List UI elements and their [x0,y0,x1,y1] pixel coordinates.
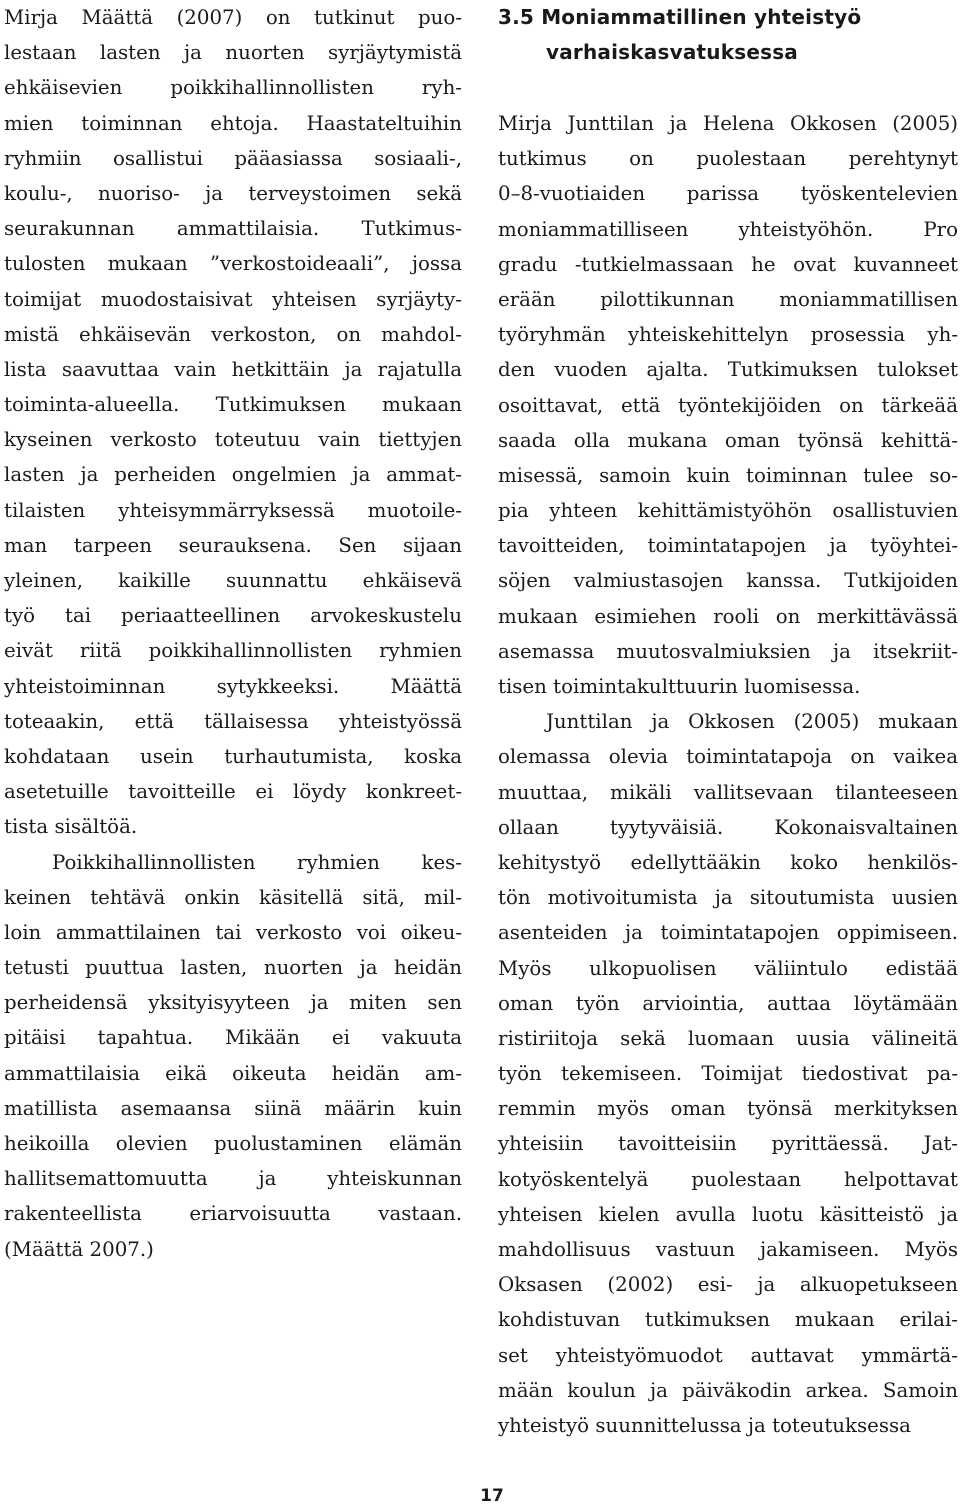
paragraph [498,704,958,1443]
text-line: yhteisen kielen avulla luotu käsitteistö ja [498,1202,958,1226]
text-line: tutkimus on puolestaan perehtynyt [498,147,958,171]
text-line: ryhmiin osallistui pääasiassa sosiaali-, [4,146,462,170]
text-line: muuttaa, mikäli vallitsevaan tilanteeseen [498,780,958,804]
text-line: tilaisten yhteisymmärryksessä muotoile- [4,498,462,522]
text-line: gradu -tutkielmassaan he ovat kuvanneet [498,252,958,276]
text-line: tisen toimintakulttuurin luomisessa. [498,675,861,698]
text-line: toteaakin, että tällaisessa yhteistyössä [4,709,462,733]
text-line: tön motivoitumista ja sitoutumista uusien [498,886,958,910]
text-line: pitäisi tapahtua. Mikään ei vakuuta [4,1026,462,1050]
left-column [4,0,462,1267]
text-line: olemassa olevia toimintatapoja on vaikea [498,745,958,769]
text-line: toiminta-alueella. Tutkimuksen mukaan [4,393,462,417]
text-line: Mirja Junttilan ja Helena Okkosen (2005) [498,112,958,135]
text-line: mistä ehkäisevän verkoston, on mahdol- [4,322,462,346]
text-line: lista saavuttaa vain hetkittäin ja rajatulla [4,357,462,381]
text-line: työn tekemiseen. Toimijat tiedostivat pa- [498,1062,958,1086]
text-line: mahdollisuus vastuun jakamiseen. Myös [498,1238,958,1261]
section-heading-line-1: 3.5 Moniammatillinen yhteistyö [498,5,862,29]
text-line: keinen tehtävä onkin käsitellä sitä, mil- [4,885,462,909]
text-line: perheidensä yksityisyyteen ja miten sen [4,991,462,1015]
text-line: kehitystyö edellyttääkin koko henkilös- [498,850,958,874]
text-line: hallitsemattomuutta ja yhteiskunnan [4,1167,462,1191]
paragraph [4,845,462,1267]
text-line: matillista asemaansa siinä määrin kuin [4,1096,462,1120]
text-line: ammattilaisia eikä oikeuta heidän am- [4,1061,462,1085]
text-line: osoittavat, että työntekijöiden on tärkeää [498,393,958,417]
text-line: erään pilottikunnan moniammatillisen [498,287,958,311]
text-line: kohdataan usein turhautumista, koska [4,744,462,768]
text-line: loin ammattilainen tai verkosto voi oikeu- [4,920,462,944]
text-line: den vuoden ajalta. Tutkimuksen tulokset [498,358,958,382]
text-line: 0–8-vuotiaiden parissa työskentelevien [498,182,958,206]
text-line: moniammatilliseen yhteistyöhön. Pro [498,217,958,241]
text-line: man tarpeen seurauksena. Sen sijaan [4,533,462,557]
text-line: tista sisältöä. [4,815,138,839]
text-line: ollaan tyytyväisiä. Kokonaisvaltainen [498,815,958,839]
text-line: (Määttä 2007.) [4,1237,154,1261]
text-line: Myös ulkopuolisen väliintulo edistää [498,956,958,980]
text-line: pia yhteen kehittämistyöhön osallistuvien [498,499,958,523]
text-line: työ tai periaatteellinen arvokeskustelu [4,604,462,628]
text-line: Poikkihallinnollisten ryhmien kes- [52,850,462,874]
text-line: koulu-, nuoriso- ja terveystoimen sekä [4,181,462,205]
text-line: Oksasen (2002) esi- ja alkuopetukseen [498,1273,958,1297]
right-column-body [498,106,958,1443]
text-line: työryhmän yhteiskehittelyn prosessia yh- [498,323,958,347]
text-line: misessä, samoin kuin toiminnan tulee so- [498,463,958,487]
text-line: mään koulun ja päiväkodin arkea. Samoin [498,1378,958,1402]
text-line: oman työn arviointia, auttaa löytämään [498,991,958,1015]
text-line: mien toiminnan ehtoja. Haastateltuihin [4,111,462,135]
text-line: mukaan esimiehen rooli on merkittävässä [498,604,958,628]
text-line: söjen valmiustasojen kanssa. Tutkijoiden [498,569,958,593]
text-line: Mirja Määttä (2007) on tutkinut puo- [4,6,462,29]
text-line: yhteistoiminnan sytykkeeksi. Määttä [4,674,462,698]
text-line: lasten ja perheiden ongelmien ja ammat- [4,463,462,487]
section-heading-line-2: varhaiskasvatuksessa [546,40,798,64]
section-heading [498,0,958,70]
text-line: seurakunnan ammattilaisia. Tutkimus- [4,217,462,241]
text-line: kohdistuvan tutkimuksen mukaan erilai- [498,1308,958,1332]
text-line: set yhteistyömuodot auttavat ymmärtä- [498,1343,958,1367]
text-line: eivät riitä poikkihallinnollisten ryhmien [4,639,462,663]
text-line: yhteisiin tavoitteisiin pyrittäessä. Jat- [498,1132,958,1156]
right-column [498,0,958,1443]
text-line: ristiriitoja sekä luomaan uusia välineitä [498,1026,958,1050]
text-line: yhteistyö suunnittelussa ja toteutuksessa [498,1413,911,1437]
text-line: yleinen, kaikille suunnattu ehkäisevä [4,569,462,592]
text-line: heikoilla olevien puolustaminen elämän [4,1132,462,1155]
page-number: 17 [480,1486,504,1506]
text-line: asetetuille tavoitteille ei löydy konkreet- [4,780,462,804]
paragraph [498,106,958,704]
text-line: asemassa muutosvalmiuksien ja itsekriit- [498,639,958,663]
paragraph [4,0,462,845]
text-line: kotyöskentelyä puolestaan helpottavat [498,1167,958,1191]
text-line: remmin myös oman työnsä merkityksen [498,1097,958,1121]
text-line: tavoitteiden, toimintatapojen ja työyhtei- [498,534,958,558]
text-line: Junttilan ja Okkosen (2005) mukaan [546,710,958,734]
text-line: rakenteellista eriarvoisuutta vastaan. [4,1202,462,1226]
text-line: kyseinen verkosto toteutuu vain tiettyjen [4,428,462,452]
text-line: toimijat muodostaisivat yhteisen syrjäyty- [4,287,462,311]
text-line: saada olla mukana oman työnsä kehittä- [498,428,958,452]
text-line: tetusti puuttua lasten, nuorten ja heidän [4,956,462,980]
text-line: asenteiden ja toimintatapojen oppimiseen. [498,921,958,945]
text-line: lestaan lasten ja nuorten syrjäytymistä [4,41,462,65]
text-line: tulosten mukaan ”verkostoideaali”, jossa [4,252,462,276]
text-line: ehkäisevien poikkihallinnollisten ryh- [4,76,462,100]
